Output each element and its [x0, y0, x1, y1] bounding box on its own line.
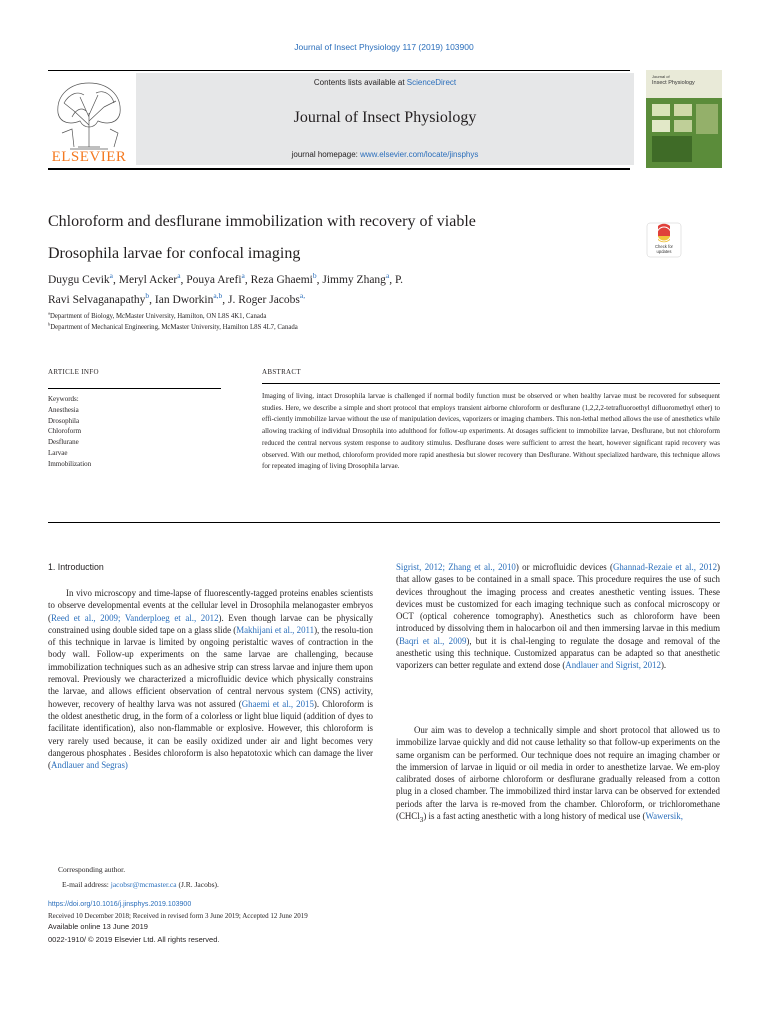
author-name: Jimmy Zhang — [322, 274, 386, 286]
citation-link[interactable]: Wawersik, — [645, 811, 683, 822]
keyword-item: Chloroform — [48, 427, 82, 436]
section-heading-introduction: 1. Introduction — [48, 562, 104, 572]
author-affiliation-marker[interactable]: a — [385, 271, 390, 281]
email-link[interactable]: jacobsr@mcmaster.ca — [110, 880, 177, 889]
check-for-updates-icon[interactable] — [646, 222, 682, 258]
sciencedirect-link[interactable]: ScienceDirect — [406, 78, 457, 87]
body-text: ). Even though larvae can be physically constrained using double sided tape on a glass slide ( — [48, 612, 373, 635]
affiliation-b-marker: b — [48, 321, 51, 327]
author-affiliation-marker[interactable]: a, — [299, 291, 306, 301]
contents-prefix: Contents lists available at — [313, 78, 407, 87]
body-text: ). Chloroform is the oldest anesthetic drug, in the form of a colorless or light blue liquid (addition of dyes to facilitate identification), also non-flammable or explosive. However, this chloroform is very rarely used because, it can be easily oxidized under air and light becomes very dangerous phosphates . Besides chloroform is also hepatotoxic which can damage the liver ( — [48, 698, 373, 771]
article-title — [48, 206, 608, 270]
keyword-item: Larvae — [48, 448, 68, 457]
body-text: Our aim was to develop a technically simple and short protocol that allowed us to immobilize larvae quickly and did not cause lethality so that follow-up experiments on the same organism can be performed. Our technique does not require an imaging chamber or the immersion of larvae in liquid or oil media in order to anesthetize larvae. We em-ploy calibrated doses of airborne chloroform or desflurane gradually released from a cotton plug in a closed chamber. The immobilized third instar larva can be observed for extended periods after the larva is re-moved from the chamber. Chloroform, or trichloromethane (CHCl — [396, 725, 720, 822]
citation-link[interactable]: Andlauer and Segras) — [50, 760, 128, 771]
author-name: Duygu Cevik — [48, 274, 110, 286]
citation-link[interactable]: Ghaemi et al., 2015 — [241, 698, 314, 709]
keyword-item: Desflurane — [48, 438, 79, 447]
author-name: Reza Ghaemi — [250, 274, 313, 286]
abstract-heading: ABSTRACT — [262, 368, 301, 376]
body-text: ), the resolu-tion of this technique in larvae is limited by ongoing peristaltic waves of contraction in the body wall. Follow-up experiments on the same larvae are challenging, because immobilization techniques such as an adhesive strip can stress larvae and injure them upon removal. Previously we characterized a microfluidic device which physically constrains the larvae, and allows efficient observation of central nervous system (CNS) activity, however, recovery of healthy larva was not assured ( — [48, 624, 373, 709]
homepage-link[interactable]: www.elsevier.com/locate/jinsphys — [360, 150, 479, 159]
citation-link[interactable]: Ghannad-Rezaie et al., 2012 — [612, 562, 718, 572]
doi-link[interactable]: https://doi.org/10.1016/j.jinsphys.2019.103900 — [48, 901, 192, 908]
journal-homepage — [136, 150, 634, 159]
keyword-list — [48, 405, 91, 470]
affiliation-b-text: Department of Mechanical Engineering, McMaster University, Hamilton L8S 4L7, Canada — [50, 324, 298, 331]
author-affiliation-marker[interactable]: a,b — [213, 291, 223, 301]
author-affiliation-marker[interactable]: b — [145, 291, 150, 301]
body-text: ), but it is chal-lenging to regulate the dosage and removal of the anesthetic using this technique. Customized apparatus can be adapted so that anesthetic vaporizers can better regulate and extend dose ( — [396, 635, 720, 671]
available-online: Available online 13 June 2019 — [48, 922, 148, 931]
citation-link[interactable]: Andlauer and Sigrist, 2012 — [565, 660, 661, 671]
intro-column-2-paragraph-2 — [396, 724, 720, 826]
affiliation-a — [48, 311, 628, 322]
homepage-prefix: journal homepage: — [291, 150, 361, 159]
body-text: ) that allow gases to be contained in a small space. This procedure requires the use of such devices throughout the imaging process and creates anesthetic venting issues. These devices must be customized for each imaging technique such as confocal microscopy or OCT (optical coherence tomography). Anesthetics such as chloroform have been introduced by dissolving them in halocarbon oil and then immersing larvae in this medium ( — [396, 562, 720, 646]
corresponding-author-note: Corresponding author. — [58, 865, 126, 874]
keyword-item: Immobilization — [48, 459, 92, 468]
author-list — [48, 270, 628, 310]
body-text: ) or microfluidic devices ( — [515, 562, 613, 572]
body-text: ) is a fast acting anesthetic with a long history of medical use ( — [423, 811, 646, 822]
author-name: Ian Dworkin — [154, 294, 214, 306]
author-affiliation-marker[interactable]: b — [312, 271, 317, 281]
banner-top-rule — [48, 70, 630, 71]
author-line-1: Duygu Cevik$^a$, Meryl Acker$^a$, Pouya Arefi$^a$, Reza Ghaemi$^b$, Jimmy Zhang$^a$, P. — [48, 271, 404, 286]
author-name: Ravi Selvaganapathy — [48, 294, 146, 306]
article-info-rule — [48, 388, 221, 389]
badge-text-1: Check for — [655, 244, 673, 249]
affiliation-b — [48, 322, 628, 333]
cover-text-1: Journal of — [652, 74, 670, 79]
author-name: J. Roger Jacobs — [228, 294, 300, 306]
journal-reference-link[interactable]: Journal of Insect Physiology 117 (2019) 103900 — [294, 42, 474, 52]
affiliation-a-marker: a — [48, 310, 50, 316]
keyword-item: Anesthesia — [48, 405, 79, 414]
author-line-2: Ravi Selvaganapathy$^b$, Ian Dworkin$^{a,b}$, J. Roger Jacobs$^{a,}$ — [48, 291, 306, 306]
citation-link[interactable]: Reed et al., 2009; Vanderploeg et al., 2012 — [50, 612, 219, 623]
keyword-item: Drosophila — [48, 416, 80, 425]
banner-bottom-rule — [48, 168, 630, 170]
keywords-label: Keywords: — [48, 395, 79, 403]
contents-availability — [136, 78, 634, 87]
keywords-block — [48, 394, 91, 470]
abstract-text: Imaging of living, intact Drosophila larvae is challenged if normal bodily function must be observed or when healthy larvae must be recovered for subsequent studies. Here, we describe a simple and short protocol that employs transient airborne chloroform or desflurane (1,2,2,2-tetrafluoroethyl difluoromethyl ether) to effi-ciently immobilize larvae without the use of manipulation devices, vaporizers or imaging chambers. This non-lethal method allows the use of anesthetics while allowing tracking of individual Drosophila into adulthood for follow-up experiments. At dosages sufficient to immobilize larvae, Desflurane, but not chloroform reduced the central nervous system response to auditory stimulus. Desflurane doses were sufficient to arrest the heart, however significant rapid recovery was observed. With our method, chloroform provided more rapid anesthesia but slower recovery than Desflurane. Without specialized hardware, this technique allows for repeated imaging of living Drosophila larvae. — [262, 392, 720, 471]
author-name: P. — [395, 274, 404, 286]
author-affiliation-marker[interactable]: a — [109, 271, 113, 281]
citation-link[interactable]: Baqri et al., 2009 — [398, 635, 467, 646]
cover-text-2: Insect Physiology — [652, 80, 695, 86]
citation-link[interactable]: Sigrist, 2012; Zhang et al., 2010 — [396, 562, 516, 572]
affiliations — [48, 311, 628, 333]
author-affiliation-marker[interactable]: a — [241, 271, 245, 281]
citation-link[interactable]: Makhijani et al., 2011 — [236, 624, 315, 635]
article-title-line-1: Chloroform and desflurane immobilization with recovery of viable — [48, 213, 476, 230]
author-affiliation-marker[interactable]: a — [177, 271, 181, 281]
copyright-notice: 0022-1910/ © 2019 Elsevier Ltd. All rights reserved. — [48, 935, 220, 944]
received-dates: Received 10 December 2018; Received in revised form 3 June 2019; Accepted 12 June 2019 — [48, 912, 308, 920]
email-tail: (J.R. Jacobs). — [176, 880, 219, 889]
journal-cover-image[interactable] — [646, 70, 722, 168]
subscript-text: 3 — [419, 814, 424, 824]
body-text: ). — [660, 660, 667, 671]
journal-title: Journal of Insect Physiology — [293, 109, 477, 126]
abstract-bottom-rule — [48, 522, 720, 523]
publisher-name: ELSEVIER — [51, 149, 127, 165]
intro-column-1 — [48, 587, 373, 771]
article-info-heading: ARTICLE INFO — [48, 368, 99, 376]
email-label: E-mail address: — [62, 880, 111, 889]
abstract-rule — [262, 383, 720, 384]
affiliation-a-text: Department of Biology, McMaster University, Hamilton, ON L8S 4K1, Canada — [49, 313, 267, 320]
author-name: Pouya Arefi — [186, 274, 242, 286]
badge-text-2: updates — [656, 249, 672, 254]
body-text: In vivo microscopy and time-lapse of fluorescently-tagged proteins enables scientists to observe developmental events at the cellular level in Drosophila melanogaster embryos ( — [48, 588, 373, 623]
author-name: Meryl Acker — [118, 274, 178, 286]
article-title-line-2: Drosophila larvae for confocal imaging — [48, 245, 301, 262]
intro-column-2-paragraph-1 — [396, 561, 720, 672]
email-note — [62, 880, 219, 889]
